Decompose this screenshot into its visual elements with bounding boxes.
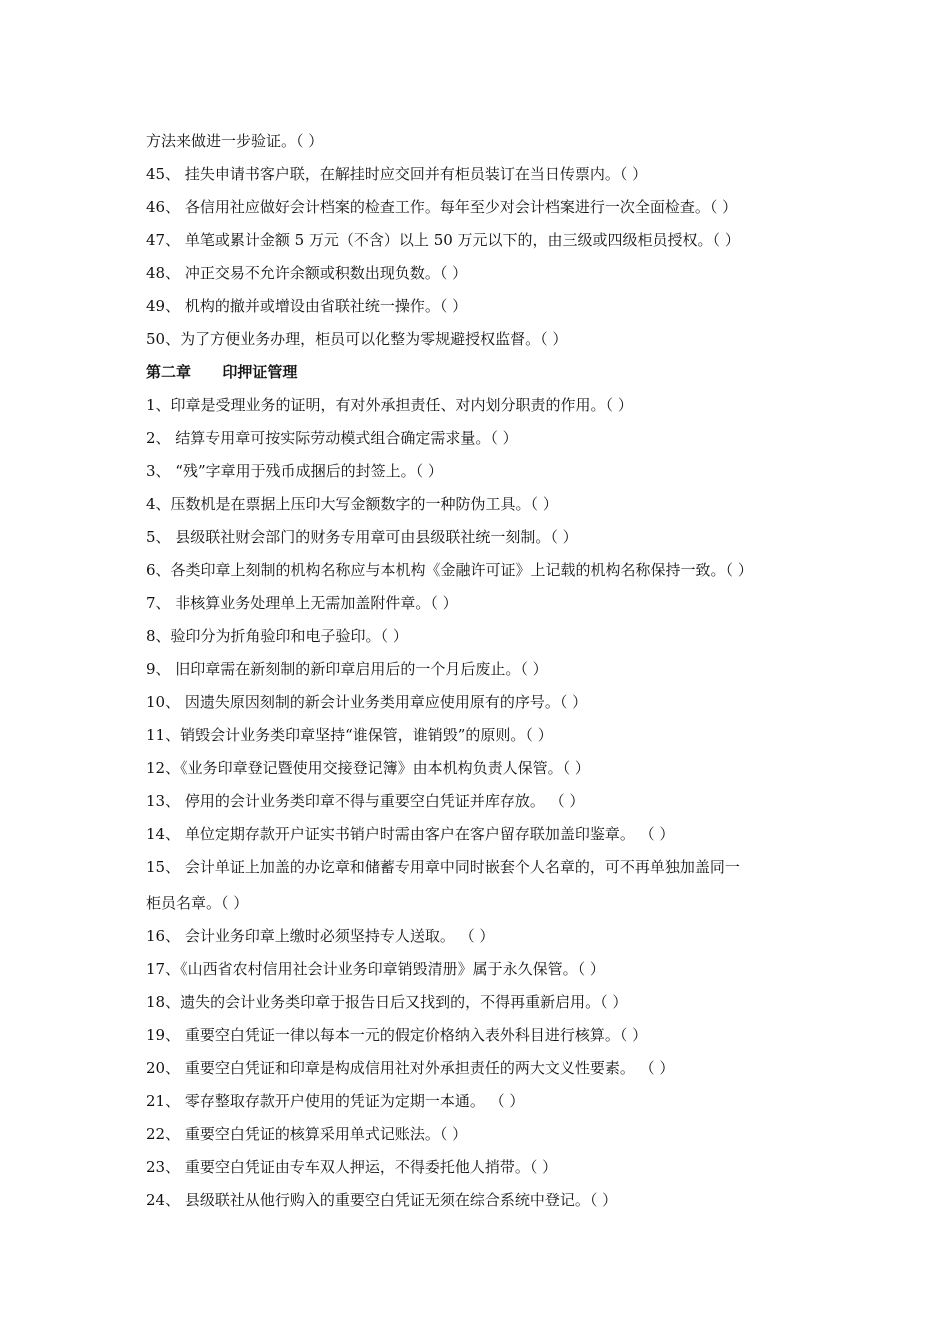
question-10: 10、 因遗失原因刻制的新会计业务类用章应使用原有的序号。（ ） — [146, 693, 588, 711]
question-13: 13、 停用的会计业务类印章不得与重要空白凭证并库存放。 （ ） — [146, 792, 585, 810]
question-7: 7、 非核算业务处理单上无需加盖附件章。（ ） — [146, 594, 458, 612]
question-24: 24、 县级联社从他行购入的重要空白凭证无须在综合系统中登记。（ ） — [146, 1191, 618, 1209]
question-48: 48、 冲正交易不允许余额或积数出现负数。（ ） — [146, 264, 468, 282]
question-15-continuation: 柜员名章。（ ） — [146, 894, 249, 912]
document-body — [146, 125, 826, 1217]
question-18: 18、遗失的会计业务类印章于报告日后又找到的，不得再重新启用。（ ） — [146, 993, 628, 1011]
question-17: 17、《山西省农村信用社会计业务印章销毁清册》属于永久保管。（ ） — [146, 960, 605, 978]
text-line: 方法来做进一步验证。（ ） — [146, 132, 324, 150]
question-1: 1、印章是受理业务的证明，有对外承担责任、对内划分职责的作用。（ ） — [146, 396, 633, 414]
question-14: 14、 单位定期存款开户证实书销户时需由客户在客户留存联加盖印鉴章。 （ ） — [146, 825, 675, 843]
question-49: 49、 机构的撤并或增设由省联社统一操作。（ ） — [146, 297, 468, 315]
question-11: 11、销毁会计业务类印章坚持“谁保管，谁销毁”的原则。（ ） — [146, 726, 553, 744]
question-19: 19、 重要空白凭证一律以每本一元的假定价格纳入表外科目进行核算。（ ） — [146, 1026, 648, 1044]
question-6: 6、各类印章上刻制的机构名称应与本机构《金融许可证》上记载的机构名称保持一致。（ ） — [146, 561, 753, 579]
question-12: 12、《业务印章登记暨使用交接登记簿》由本机构负责人保管。（ ） — [146, 759, 590, 777]
question-15: 15、 会计单证上加盖的办讫章和储蓄专用章中同时嵌套个人名章的，可不再单独加盖同一 — [146, 858, 740, 876]
question-22: 22、 重要空白凭证的核算采用单式记账法。（ ） — [146, 1125, 468, 1143]
question-50: 50、为了方便业务办理，柜员可以化整为零规避授权监督。（ ） — [146, 330, 568, 348]
question-8: 8、验印分为折角验印和电子验印。（ ） — [146, 627, 408, 645]
question-2: 2、 结算专用章可按实际劳动模式组合确定需求量。（ ） — [146, 429, 518, 447]
question-45: 45、 挂失申请书客户联，在解挂时应交回并有柜员装订在当日传票内。（ ） — [146, 165, 648, 183]
question-16: 16、 会计业务印章上缴时必须坚持专人送取。 （ ） — [146, 927, 495, 945]
question-9: 9、 旧印章需在新刻制的新印章启用后的一个月后废止。（ ） — [146, 660, 548, 678]
question-20: 20、 重要空白凭证和印章是构成信用社对外承担责任的两大文义性要素。 （ ） — [146, 1059, 675, 1077]
question-21: 21、 零存整取存款开户使用的凭证为定期一本通。 （ ） — [146, 1092, 525, 1110]
question-3: 3、 “残”字章用于残币成捆后的封签上。（ ） — [146, 462, 443, 480]
question-46: 46、 各信用社应做好会计档案的检查工作。每年至少对会计档案进行一次全面检查。（ ） — [146, 198, 738, 216]
question-4: 4、压数机是在票据上压印大写金额数字的一种防伪工具。（ ） — [146, 495, 558, 513]
question-23: 23、 重要空白凭证由专车双人押运，不得委托他人捎带。（ ） — [146, 1158, 558, 1176]
chapter-heading: 第二章 印押证管理 — [146, 363, 298, 381]
question-47: 47、 单笔或累计金额 5 万元（不含）以上 50 万元以下的，由三级或四级柜员授权。（ ） — [146, 231, 740, 249]
question-5: 5、 县级联社财会部门的财务专用章可由县级联社统一刻制。（ ） — [146, 528, 578, 546]
